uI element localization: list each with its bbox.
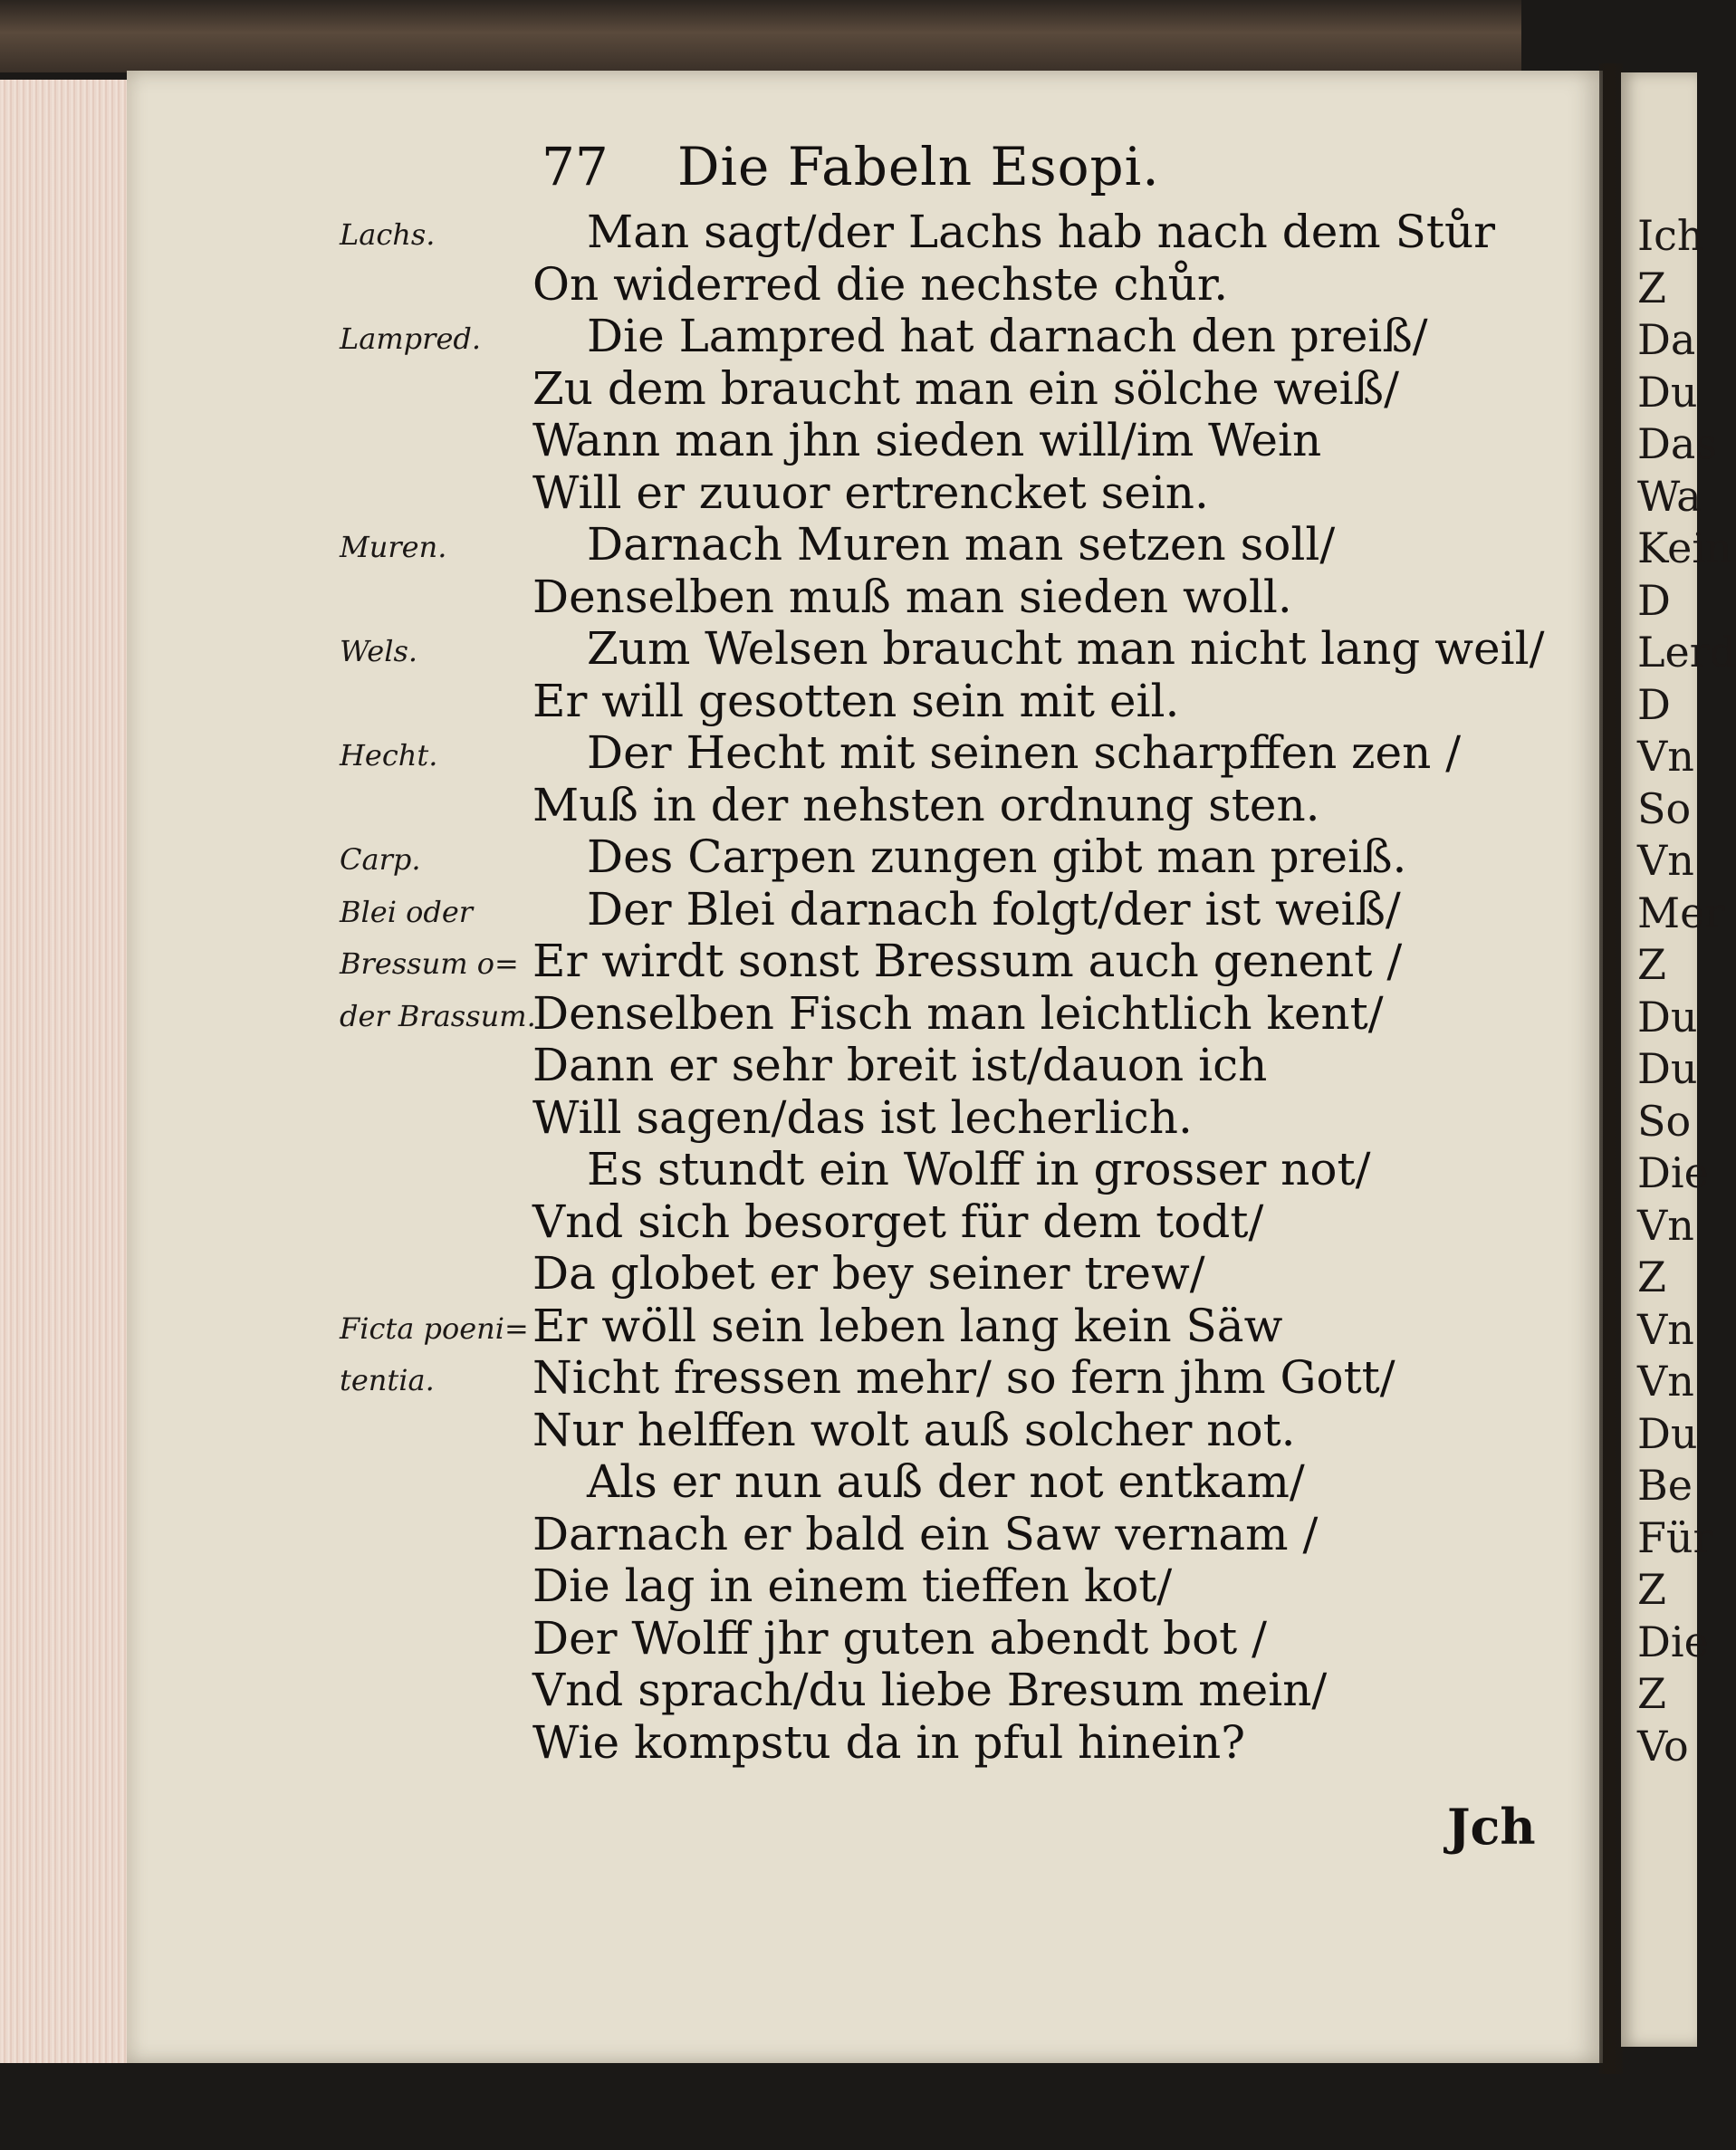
- margin-note: Lampred.: [340, 322, 482, 356]
- facing-page-fragment: Für: [1637, 1512, 1713, 1562]
- facing-page-fragment: D: [1637, 575, 1671, 625]
- verse-line: Nur helffen wolt auß solcher not.: [532, 1403, 1296, 1456]
- facing-page-fragment: Z: [1637, 1669, 1666, 1718]
- margin-note: Muren.: [340, 530, 447, 564]
- margin-note: Bressum o=: [340, 946, 519, 981]
- verse-line: Als er nun auß der not entkam/: [587, 1455, 1305, 1508]
- margin-note: Wels.: [340, 634, 418, 668]
- verse-line: Nicht fressen mehr/ so fern jhm Gott/: [532, 1351, 1396, 1404]
- verse-line: Zum Welsen braucht man nicht lang weil/: [587, 622, 1545, 675]
- verse-line: Vnd sprach/du liebe Bresum mein/: [532, 1664, 1328, 1716]
- margin-note: Carp.: [340, 842, 421, 877]
- facing-page-fragment: Du: [1637, 367, 1698, 417]
- verse-line: Wie kompstu da in pful hinein?: [532, 1715, 1246, 1769]
- facing-page-fragment: Vn: [1637, 1304, 1694, 1354]
- gutter-shadow: [1599, 63, 1623, 2074]
- facing-page-fragment: So: [1637, 783, 1692, 833]
- facing-page-fragment: Vn: [1637, 1357, 1694, 1406]
- running-title: Die Fabeln Esopi.: [677, 136, 1160, 197]
- facing-page-fragment: Z: [1637, 1565, 1666, 1614]
- verse-line: Darnach Muren man setzen soll/: [587, 518, 1336, 571]
- margin-note: Blei oder: [340, 894, 474, 929]
- facing-page-fragment: Du: [1637, 1044, 1698, 1093]
- verse-line: Er wirdt sonst Bressum auch genent /: [532, 935, 1403, 987]
- verse-line: Da globet er bey seiner trew/: [532, 1247, 1205, 1300]
- facing-page-fragment: Die: [1637, 1617, 1709, 1666]
- margin-note: der Brassum.: [340, 998, 536, 1033]
- verse-line: Will er zuuor ertrencket sein.: [532, 466, 1209, 519]
- facing-page-fragment: Die: [1637, 1148, 1709, 1197]
- book-cover-edge: [0, 0, 1521, 72]
- facing-page-fragment: Du: [1637, 992, 1698, 1041]
- verse-line: On widerred die nechste chůr.: [532, 257, 1229, 311]
- verse-line: Er wöll sein leben lang kein Säw: [532, 1299, 1283, 1352]
- catchword: Jch: [1447, 1798, 1536, 1856]
- facing-page-fragment: Da: [1637, 315, 1696, 364]
- facing-page-fragment: Vn: [1637, 836, 1694, 885]
- margin-note: Ficta poeni=: [340, 1310, 529, 1346]
- verse-line: Der Hecht mit seinen scharpffen zen /: [587, 726, 1462, 779]
- verse-line: Er will gesotten sein mit eil.: [532, 674, 1180, 727]
- verse-text: [532, 206, 1545, 1769]
- verse-line: Der Wolff jhr guten abendt bot /: [532, 1611, 1268, 1665]
- verse-line: Des Carpen zungen gibt man preiß.: [587, 830, 1407, 883]
- verse-line: Denselben muß man sieden woll.: [532, 570, 1292, 623]
- verse-line: Zu dem braucht man ein sölche weiß/: [532, 361, 1399, 415]
- facing-page-text: [1637, 210, 1736, 1772]
- verse-line: Wann man jhn sieden will/im Wein: [532, 414, 1322, 466]
- page-number: 77: [542, 136, 609, 197]
- verse-line: Der Blei darnach folgt/der ist weiß/: [587, 882, 1401, 936]
- verse-line: Die lag in einem tieffen kot/: [532, 1560, 1173, 1612]
- facing-page-fragment: So: [1637, 1096, 1692, 1146]
- margin-note: tentia.: [340, 1363, 435, 1397]
- facing-page-fragment: Z: [1637, 263, 1666, 312]
- verse-line: Darnach er bald ein Saw vernam /: [532, 1507, 1319, 1560]
- facing-page-fragment: Das: [1637, 419, 1717, 468]
- facing-page-fragment: Mer: [1637, 888, 1725, 937]
- verse-line: Es stundt ein Wolff in grosser not/: [587, 1143, 1371, 1195]
- page-stack-edge: [0, 80, 127, 2063]
- facing-page-fragment: Vo: [1637, 1721, 1689, 1771]
- facing-page-fragment: Vn: [1637, 1200, 1694, 1250]
- verse-line: Muß in der nehsten ordnung sten.: [532, 778, 1320, 831]
- running-head: [542, 136, 1160, 197]
- margin-note: Hecht.: [340, 738, 438, 773]
- verse-line: Man sagt/der Lachs hab nach dem Stůr: [587, 206, 1496, 258]
- facing-page-fragment: Lerd: [1637, 628, 1736, 677]
- facing-page-fragment: Wa: [1637, 471, 1702, 521]
- facing-page-fragment: Vn: [1637, 732, 1694, 781]
- verse-line: Denselben Fisch man leichtlich kent/: [532, 986, 1384, 1040]
- facing-page-fragment: Du: [1637, 1408, 1698, 1458]
- margin-note: Lachs.: [340, 217, 436, 252]
- facing-page-fragment: Z: [1637, 1253, 1666, 1301]
- verse-line: Vnd sich besorget für dem todt/: [532, 1195, 1264, 1248]
- verse-line: Dann er sehr breit ist/dauon ich: [532, 1039, 1268, 1091]
- facing-page-fragment: Be: [1637, 1461, 1693, 1510]
- facing-page-fragment: D: [1637, 679, 1671, 729]
- verse-line: Will sagen/das ist lecherlich.: [532, 1090, 1193, 1144]
- facing-page-fragment: Ich: [1637, 211, 1704, 260]
- facing-page-fragment: Kein: [1637, 523, 1732, 572]
- facing-page-fragment: Z: [1637, 940, 1666, 989]
- verse-line: Die Lampred hat darnach den preiß/: [587, 310, 1428, 362]
